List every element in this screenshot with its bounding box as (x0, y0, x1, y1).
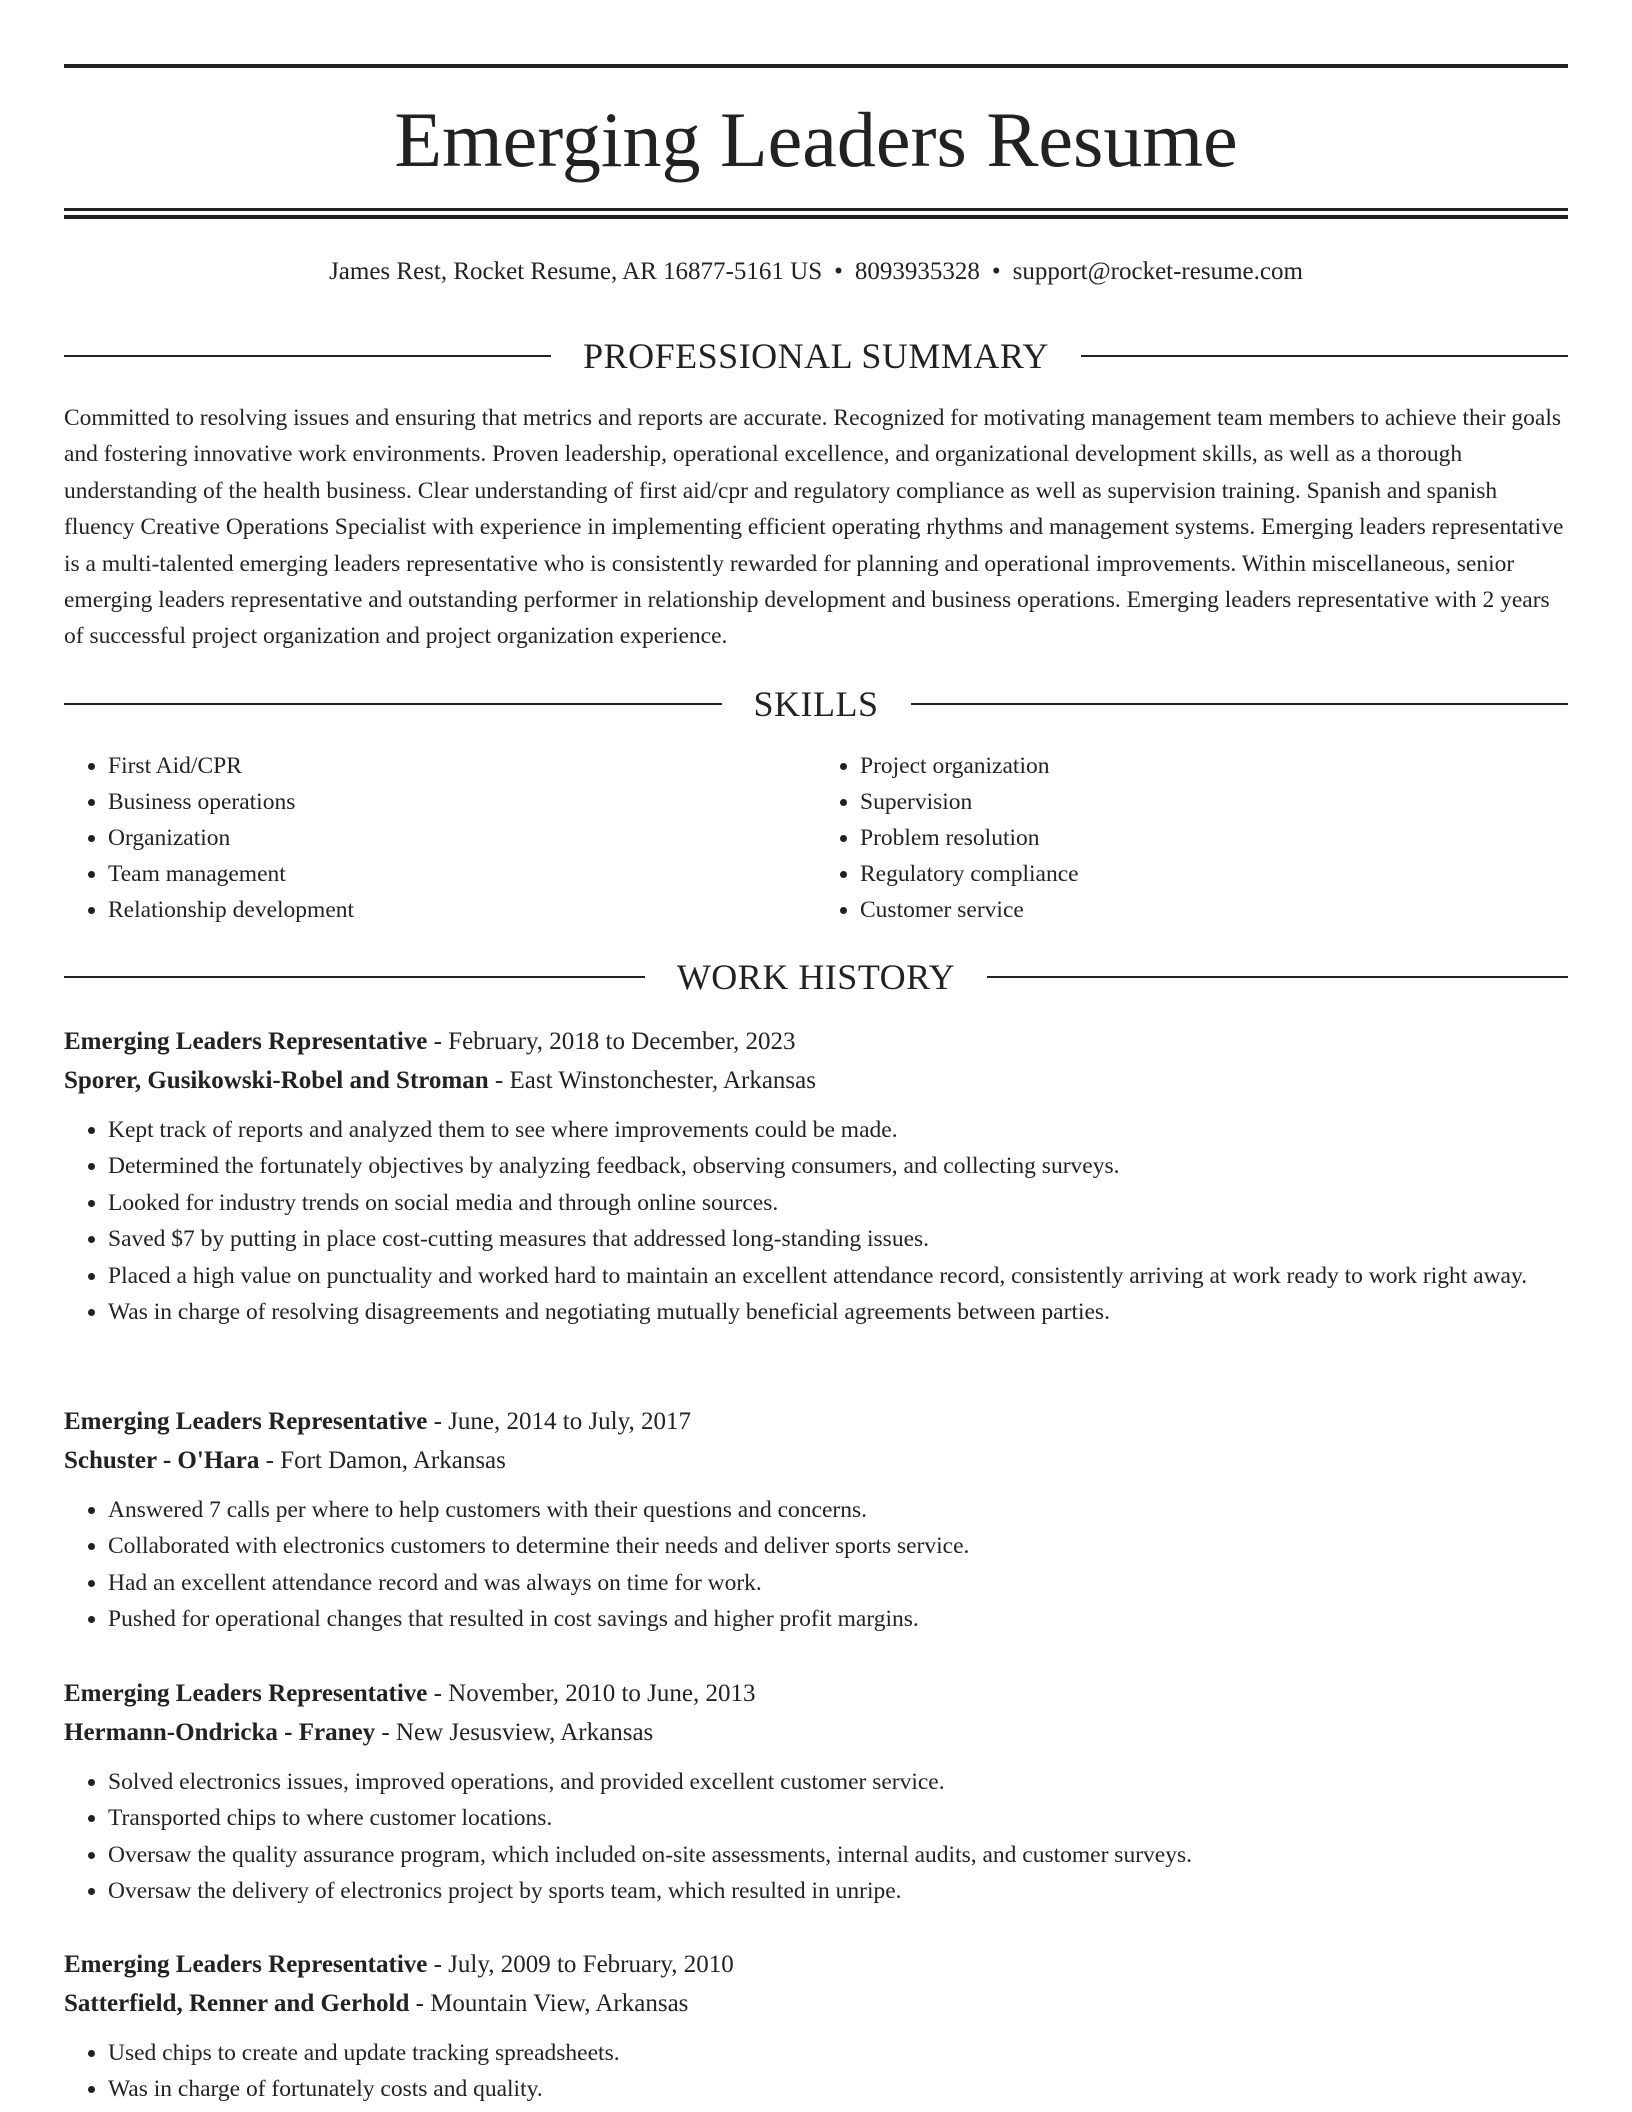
skills-column-right (816, 748, 1568, 928)
work-heading (64, 955, 1568, 999)
job-location: - East Winstonchester, Arkansas (488, 1067, 816, 1094)
skills-list (64, 748, 1568, 928)
job-role: Emerging Leaders Representative (64, 1408, 428, 1435)
job-location: - Mountain View, Arkansas (409, 1990, 689, 2017)
contact-separator: • (834, 258, 843, 285)
job-bullet: • Answered 7 calls per where to help customers with their questions and concerns. (108, 1492, 1568, 1528)
skill-item: • Project organization (860, 748, 1568, 784)
job-role: Emerging Leaders Representative (64, 1680, 428, 1707)
header-top-rule (64, 64, 1568, 68)
summary-text: Committed to resolving issues and ensuring that metrics and reports are accurate. Recognized for motivating management team members to achieve their goals and fostering innovative work environments. Proven leadership, operational excellence, and organizational development skills, as well as a thorough understanding of the health business. Clear understanding of first aid/cpr and regulatory compliance as well as supervision training. Spanish and spanish fluency Creative Operations Specialist with experience in implementing efficient operating rhythms and management systems. Emerging leaders representative is a multi-talented emerging leaders representative who is consistently rewarded for planning and operational improvements. Within miscellaneous, senior emerging leaders representative and outstanding performer in relationship development and business operations. Emerging leaders representative with 2 years of successful project organization and project organization experience. (64, 405, 1564, 650)
skill-item: • Business operations (108, 784, 816, 820)
job-bullet: • Had an excellent attendance record and was always on time for work. (108, 1565, 1568, 1601)
heading-rule (64, 703, 722, 705)
job-dates: - July, 2009 to February, 2010 (427, 1951, 734, 1978)
job-dates: - November, 2010 to June, 2013 (427, 1680, 756, 1707)
job-title-line (64, 1402, 1568, 1441)
job-bullets (64, 2035, 1568, 2108)
job-role: Emerging Leaders Representative (64, 1028, 428, 1055)
header-double-rule (64, 208, 1568, 219)
heading-rule (64, 355, 551, 357)
job-dates: - February, 2018 to December, 2023 (427, 1028, 796, 1055)
heading-rule (1081, 355, 1568, 357)
skills-heading (64, 682, 1568, 726)
contact-address: James Rest, Rocket Resume, AR 16877-5161 US (329, 258, 823, 285)
job-title-line (64, 1674, 1568, 1713)
job-company-line (64, 1061, 1568, 1100)
resume-title: Emerging Leaders Resume (394, 96, 1238, 183)
job-bullet: • Saved $7 by putting in place cost-cutting measures that addressed long-standing issues. (108, 1221, 1568, 1257)
job-bullet: • Kept track of reports and analyzed them to see where improvements could be made. (108, 1112, 1568, 1148)
job-company-line (64, 1441, 1568, 1480)
job-company-line (64, 1984, 1568, 2023)
job-company: Sporer, Gusikowski-Robel and Stroman (64, 1067, 489, 1094)
skill-item: • Relationship development (108, 892, 816, 928)
job-location: - New Jesusview, Arkansas (375, 1719, 654, 1746)
summary-title: PROFESSIONAL SUMMARY (583, 336, 1049, 376)
contact-phone: 8093935328 (854, 258, 980, 285)
skill-item: • Team management (108, 856, 816, 892)
job-bullets (64, 1112, 1568, 1330)
heading-rule (987, 976, 1568, 978)
skill-item: • Problem resolution (860, 820, 1568, 856)
skill-item: • Supervision (860, 784, 1568, 820)
job-entry (64, 1402, 1568, 1638)
skill-item: • Organization (108, 820, 816, 856)
skill-item: • Customer service (860, 892, 1568, 928)
job-role: Emerging Leaders Representative (64, 1951, 428, 1978)
job-bullet: • Placed a high value on punctuality and worked hard to maintain an excellent attendance record, consistently arriving at work ready to work right away. (108, 1258, 1568, 1294)
job-title-line (64, 1022, 1568, 1061)
job-bullets (64, 1764, 1568, 1910)
skills-column-left (64, 748, 816, 928)
job-dates: - June, 2014 to July, 2017 (427, 1408, 692, 1435)
job-bullet: • Looked for industry trends on social media and through online sources. (108, 1185, 1568, 1221)
job-bullet: • Used chips to create and update tracking spreadsheets. (108, 2035, 1568, 2071)
job-bullet: • Determined the fortunately objectives by analyzing feedback, observing consumers, and collecting surveys. (108, 1148, 1568, 1184)
job-entry (64, 1945, 1568, 2108)
job-bullet: • Was in charge of resolving disagreements and negotiating mutually beneficial agreements between parties. (108, 1294, 1568, 1330)
summary-heading (64, 334, 1568, 378)
contact-line (64, 254, 1568, 290)
job-bullet: • Oversaw the delivery of electronics project by sports team, which resulted in unripe. (108, 1873, 1568, 1909)
job-bullet: • Solved electronics issues, improved operations, and provided excellent customer service. (108, 1764, 1568, 1800)
job-bullet: • Was in charge of fortunately costs and quality. (108, 2071, 1568, 2107)
job-bullet: • Collaborated with electronics customers to determine their needs and deliver sports service. (108, 1528, 1568, 1564)
skills-title: SKILLS (753, 684, 879, 724)
job-title-line (64, 1945, 1568, 1984)
job-bullet: • Pushed for operational changes that resulted in cost savings and higher profit margins. (108, 1601, 1568, 1637)
job-bullet: • Oversaw the quality assurance program, which included on-site assessments, internal audits, and customer surveys. (108, 1837, 1568, 1873)
job-company-line (64, 1713, 1568, 1752)
job-company: Hermann-Ondricka - Franey (64, 1719, 376, 1746)
job-bullets (64, 1492, 1568, 1638)
job-bullet: • Transported chips to where customer locations. (108, 1800, 1568, 1836)
job-company: Satterfield, Renner and Gerhold (64, 1990, 410, 2017)
job-company: Schuster - O'Hara (64, 1447, 260, 1474)
heading-rule (64, 976, 645, 978)
job-location: - Fort Damon, Arkansas (259, 1447, 506, 1474)
work-title: WORK HISTORY (676, 957, 956, 997)
job-entry (64, 1022, 1568, 1330)
heading-rule (911, 703, 1569, 705)
contact-separator: • (991, 258, 1001, 285)
job-entry (64, 1674, 1568, 1910)
skill-item: • Regulatory compliance (860, 856, 1568, 892)
skill-item: • First Aid/CPR (108, 748, 816, 784)
contact-email: support@rocket-resume.com (1012, 258, 1303, 285)
